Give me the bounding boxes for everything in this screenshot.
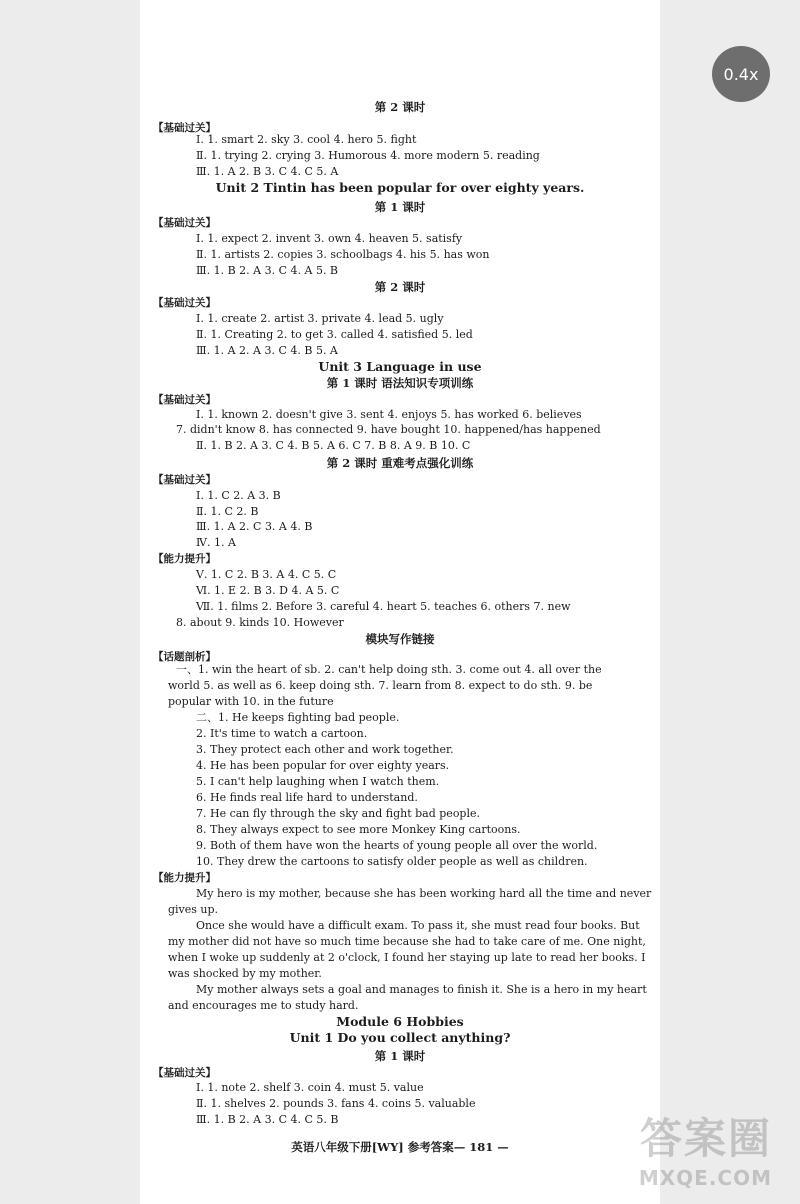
answer-line: and encourages me to study hard. bbox=[168, 999, 359, 1012]
answer-line: Ⅱ. 1. trying 2. crying 3. Humorous 4. more modern 5. reading bbox=[196, 149, 540, 162]
answer-line: Ⅴ. 1. C 2. B 3. A 4. C 5. C bbox=[196, 568, 337, 581]
answer-line: Ⅰ. 1. create 2. artist 3. private 4. lead 5. ugly bbox=[196, 312, 444, 325]
section-tag: 【基础过关】 bbox=[153, 217, 216, 229]
answer-line: My hero is my mother, because she has been working hard all the time and never bbox=[196, 887, 652, 900]
heading: Unit 1 Do you collect anything? bbox=[289, 1030, 511, 1045]
answer-line: Ⅰ. 1. C 2. A 3. B bbox=[196, 489, 281, 502]
heading: 第 2 课时 重难考点强化训练 bbox=[326, 456, 474, 470]
heading: 第 1 课时 语法知识专项训练 bbox=[326, 376, 474, 390]
answer-line: 二、1. He keeps fighting bad people. bbox=[196, 711, 400, 724]
answer-line: Ⅲ. 1. A 2. C 3. A 4. B bbox=[196, 520, 313, 533]
heading: 英语八年级下册[WY] 参考答案— 181 — bbox=[291, 1140, 509, 1154]
answer-line: when I woke up suddenly at 2 o'clock, I found her staying up late to read her books. I bbox=[168, 951, 646, 964]
answer-line: Ⅳ. 1. A bbox=[196, 536, 236, 549]
zoom-badge[interactable]: 0.4x bbox=[712, 46, 770, 102]
answer-line: Ⅰ. 1. smart 2. sky 3. cool 4. hero 5. fight bbox=[196, 133, 417, 146]
answer-line: gives up. bbox=[168, 903, 219, 916]
watermark-en: MXQE.COM bbox=[638, 1166, 772, 1190]
answer-line: world 5. as well as 6. keep doing sth. 7. learn from 8. expect to do sth. 9. be bbox=[168, 679, 593, 692]
watermark-cn: 答案圈 bbox=[639, 1114, 772, 1163]
section-tag: 【能力提升】 bbox=[153, 553, 216, 565]
answer-line: Ⅶ. 1. films 2. Before 3. careful 4. heart 5. teaches 6. others 7. new bbox=[196, 600, 571, 613]
answer-line: Ⅲ. 1. A 2. B 3. C 4. C 5. A bbox=[196, 165, 339, 178]
answer-line: My mother always sets a goal and manages to finish it. She is a hero in my heart bbox=[196, 983, 647, 996]
answer-line: Ⅰ. 1. known 2. doesn't give 3. sent 4. enjoys 5. has worked 6. believes bbox=[196, 408, 582, 421]
heading: 第 2 课时 bbox=[374, 100, 426, 114]
answer-line: 8. They always expect to see more Monkey King cartoons. bbox=[196, 823, 521, 836]
answer-line: 5. I can't help laughing when I watch them. bbox=[196, 775, 440, 788]
heading: Unit 2 Tintin has been popular for over eighty years. bbox=[215, 180, 585, 195]
answer-line: 7. didn't know 8. has connected 9. have bought 10. happened/has happened bbox=[176, 423, 601, 436]
answer-line: 一、1. win the heart of sb. 2. can't help doing sth. 3. come out 4. all over the bbox=[176, 663, 602, 676]
heading: 模块写作链接 bbox=[365, 632, 435, 646]
answer-line: 9. Both of them have won the hearts of young people all over the world. bbox=[196, 839, 598, 852]
heading: 第 1 课时 bbox=[374, 1049, 426, 1063]
section-tag: 【基础过关】 bbox=[153, 394, 216, 406]
answer-line: Ⅰ. 1. note 2. shelf 3. coin 4. must 5. value bbox=[196, 1081, 424, 1094]
answer-line: Ⅵ. 1. E 2. B 3. D 4. A 5. C bbox=[196, 584, 340, 597]
section-tag: 【基础过关】 bbox=[153, 122, 216, 134]
answer-line: Ⅱ. 1. shelves 2. pounds 3. fans 4. coins 5. valuable bbox=[196, 1097, 476, 1110]
answer-line: my mother did not have so much time because she had to take care of me. One night, bbox=[168, 935, 646, 948]
section-tag: 【能力提升】 bbox=[153, 872, 216, 884]
answer-line: Ⅱ. 1. artists 2. copies 3. schoolbags 4. his 5. has won bbox=[196, 248, 490, 261]
answer-line: 8. about 9. kinds 10. However bbox=[176, 616, 344, 629]
answer-line: Ⅲ. 1. B 2. A 3. C 4. C 5. B bbox=[196, 1113, 339, 1126]
answer-line: 4. He has been popular for over eighty years. bbox=[196, 759, 450, 772]
answer-line: 7. He can fly through the sky and fight bad people. bbox=[196, 807, 481, 820]
answer-line: 2. It's time to watch a cartoon. bbox=[196, 727, 368, 740]
heading: Unit 3 Language in use bbox=[318, 359, 482, 374]
answer-line: 10. They drew the cartoons to satisfy older people as well as children. bbox=[196, 855, 588, 868]
heading: 第 1 课时 bbox=[374, 200, 426, 214]
answer-line: Ⅲ. 1. A 2. A 3. C 4. B 5. A bbox=[196, 344, 338, 357]
answer-line: Once she would have a difficult exam. To pass it, she must read four books. But bbox=[196, 919, 640, 932]
answer-line: 3. They protect each other and work together. bbox=[196, 743, 454, 756]
section-tag: 【话题剖析】 bbox=[153, 651, 216, 663]
section-tag: 【基础过关】 bbox=[153, 297, 216, 309]
answer-line: Ⅲ. 1. B 2. A 3. C 4. A 5. B bbox=[196, 264, 339, 277]
answer-line: Ⅰ. 1. expect 2. invent 3. own 4. heaven 5. satisfy bbox=[196, 232, 463, 245]
answer-line: was shocked by my mother. bbox=[168, 967, 322, 980]
section-tag: 【基础过关】 bbox=[153, 474, 216, 486]
answer-line: 6. He finds real life hard to understand. bbox=[196, 791, 418, 804]
answer-line: Ⅱ. 1. Creating 2. to get 3. called 4. satisfied 5. led bbox=[196, 328, 473, 341]
answer-line: Ⅱ. 1. B 2. A 3. C 4. B 5. A 6. C 7. B 8. A 9. B 10. C bbox=[196, 439, 471, 452]
heading: 第 2 课时 bbox=[374, 280, 426, 294]
answer-line: popular with 10. in the future bbox=[168, 695, 334, 708]
heading: Module 6 Hobbies bbox=[336, 1014, 464, 1029]
answer-line: Ⅱ. 1. C 2. B bbox=[196, 505, 259, 518]
section-tag: 【基础过关】 bbox=[153, 1067, 216, 1079]
